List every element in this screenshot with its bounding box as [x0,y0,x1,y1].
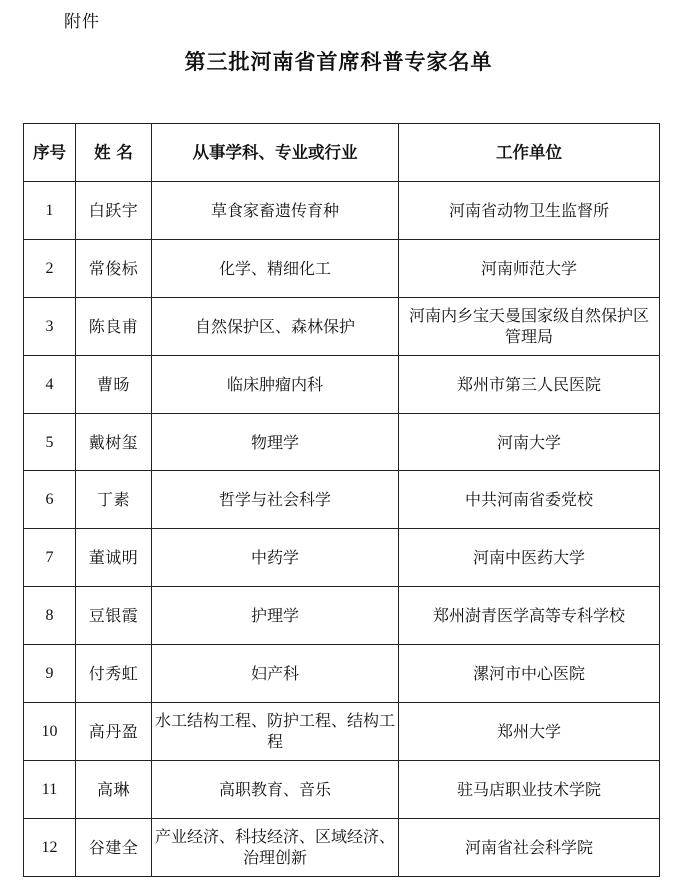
table-row [24,645,660,703]
cell-field: 草食家畜遗传育种 [152,182,399,240]
cell-name: 陈良甫 [76,297,152,355]
cell-field: 临床肿瘤内科 [152,355,399,413]
attachment-label: 附件 [64,12,100,32]
cell-name: 董诚明 [76,529,152,587]
table-row [24,413,660,471]
cell-field: 产业经济、科技经济、区域经济、治理创新 [152,818,399,876]
table-header-row [24,124,660,182]
table-row [24,703,660,761]
cell-no: 8 [24,587,76,645]
cell-field: 高职教育、音乐 [152,760,399,818]
cell-name: 戴树玺 [76,413,152,471]
cell-field: 中药学 [152,529,399,587]
table-row [24,529,660,587]
table-body [24,182,660,877]
column-header-field: 从事学科、专业或行业 [152,124,399,182]
cell-unit: 河南省社会科学院 [399,818,660,876]
cell-field: 哲学与社会科学 [152,471,399,529]
cell-unit: 驻马店职业技术学院 [399,760,660,818]
cell-unit: 河南中医药大学 [399,529,660,587]
column-header-unit: 工作单位 [399,124,660,182]
cell-name: 高丹盈 [76,703,152,761]
cell-no: 7 [24,529,76,587]
cell-unit: 郑州澍青医学高等专科学校 [399,587,660,645]
cell-no: 10 [24,703,76,761]
cell-name: 豆银霞 [76,587,152,645]
cell-field: 水工结构工程、防护工程、结构工程 [152,703,399,761]
cell-field: 自然保护区、森林保护 [152,297,399,355]
cell-name: 白跃宇 [76,182,152,240]
cell-name: 曹旸 [76,355,152,413]
table-row [24,760,660,818]
cell-unit: 河南内乡宝天曼国家级自然保护区管理局 [399,297,660,355]
cell-no: 6 [24,471,76,529]
cell-unit: 漯河市中心医院 [399,645,660,703]
column-header-name: 姓 名 [76,124,152,182]
table-row [24,587,660,645]
cell-no: 9 [24,645,76,703]
table-row [24,182,660,240]
cell-no: 4 [24,355,76,413]
table-row [24,355,660,413]
cell-no: 1 [24,182,76,240]
cell-name: 常俊标 [76,239,152,297]
cell-name: 高琳 [76,760,152,818]
cell-name: 付秀虹 [76,645,152,703]
cell-unit: 河南师范大学 [399,239,660,297]
cell-unit: 中共河南省委党校 [399,471,660,529]
cell-unit: 郑州大学 [399,703,660,761]
column-header-no: 序号 [24,124,76,182]
document-title: 第三批河南省首席科普专家名单 [184,50,493,74]
cell-unit: 河南大学 [399,413,660,471]
experts-table [23,123,660,877]
cell-no: 3 [24,297,76,355]
table-row [24,297,660,355]
cell-unit: 河南省动物卫生监督所 [399,182,660,240]
table-row [24,471,660,529]
table-row [24,239,660,297]
cell-field: 化学、精细化工 [152,239,399,297]
cell-name: 丁素 [76,471,152,529]
cell-no: 2 [24,239,76,297]
cell-no: 11 [24,760,76,818]
cell-no: 5 [24,413,76,471]
cell-field: 妇产科 [152,645,399,703]
cell-field: 物理学 [152,413,399,471]
cell-field: 护理学 [152,587,399,645]
cell-unit: 郑州市第三人民医院 [399,355,660,413]
cell-name: 谷建全 [76,818,152,876]
table-row [24,818,660,876]
cell-no: 12 [24,818,76,876]
